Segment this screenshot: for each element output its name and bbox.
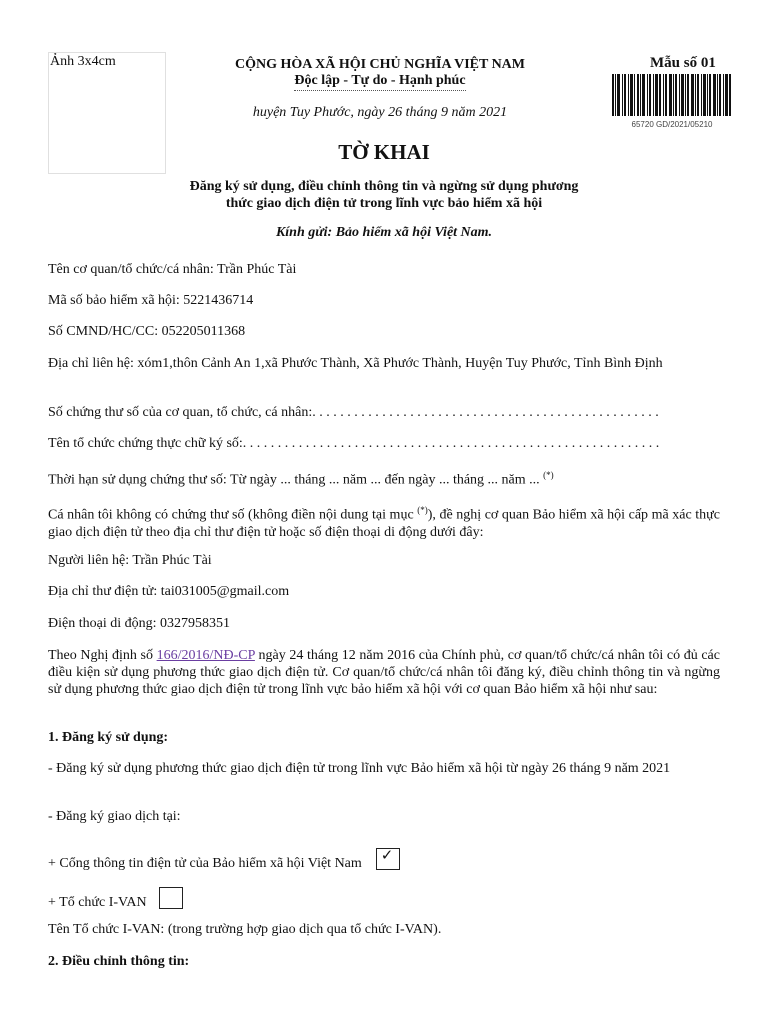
cert-number-field: Số chứng thư số của cơ quan, tổ chức, cá nhân:. . . . . . . . . . . . . . . . . . . . . . . . . . . . . . . . . . . . . . . . . . . . . . . . . . [48,405,659,420]
org-name-field: Tên cơ quan/tổ chức/cá nhân: Trần Phúc Tài [48,262,297,277]
ssn-field: Mã số bảo hiểm xã hội: 5221436714 [48,293,254,308]
no-cert-paragraph [48,502,720,541]
no-cert-text-2: ), đề nghị cơ quan Bảo hiểm xã hội cấp mã xác thực giao dịch điện tử theo địa chỉ thư điện tử hoặc số điện thoại di động dưới đây: [48,507,720,540]
asterisk-mark: (*) [543,470,554,480]
register-at: - Đăng ký giao dịch tại: [48,809,181,824]
nation-name: CỘNG HÒA XÃ HỘI CHỦ NGHĨA VIỆT NAM [234,57,525,72]
document-subtitle [100,178,668,212]
decree-link[interactable]: 166/2016/NĐ-CP [156,648,255,663]
place-date: huyện Tuy Phước, ngày 26 tháng 9 năm 2021 [252,105,508,120]
form-code: Mẫu số 01 [650,55,716,71]
decree-prefix: Theo Nghị định số [48,648,157,663]
barcode-number: 65720 GD/2021/05210 [631,120,713,129]
document-title: TỜ KHAI [338,140,430,164]
option-ivan-label: + Tổ chức I-VAN [48,895,147,910]
portal-checkbox[interactable] [376,848,400,870]
section-1-heading: 1. Đăng ký sử dụng: [48,730,169,745]
address-field: Địa chỉ liên hệ: xóm1,thôn Cảnh An 1,xã Phước Thành, Xã Phước Thành, Huyện Tuy Phước, Tỉnh Bình Định [48,356,663,371]
cert-org-field: Tên tổ chức chứng thực chữ ký số:. . . . . . . . . . . . . . . . . . . . . . . . . . . . . . . . . . . . . . . . . . . . . . . . . . . . . . . . . . . . [48,436,660,451]
option-portal [48,848,720,872]
ivan-name: Tên Tổ chức I-VAN: (trong trường hợp giao dịch qua tổ chức I-VAN). [48,922,442,937]
cert-validity-text: Thời hạn sử dụng chứng thư số: Từ ngày ... tháng ... năm ... đến ngày ... tháng ... năm ... [48,472,544,488]
option-ivan [48,887,720,911]
register-line: - Đăng ký sử dụng phương thức giao dịch điện tử trong lĩnh vực Bảo hiểm xã hội từ ngày 26 tháng 9 năm 2021 [48,761,671,776]
national-header [190,57,570,91]
barcode-icon [612,74,732,116]
subtitle-line-2: thức giao dịch điện tử trong lĩnh vực bảo hiểm xã hội [225,196,543,211]
no-cert-text-1: Cá nhân tôi không có chứng thư số (không điền nội dung tại mục [48,507,418,523]
asterisk-mark: (*) [417,505,428,515]
option-portal-label: + Cổng thông tin điện tử của Bảo hiểm xã hội Việt Nam [48,856,362,871]
recipient: Kính gửi: Bảo hiểm xã hội Việt Nam. [275,225,493,240]
phone-field: Điện thoại di động: 0327958351 [48,616,230,631]
photo-label: Ảnh 3x4cm [50,54,116,69]
ivan-checkbox[interactable] [159,887,183,909]
contact-person-field: Người liên hệ: Trần Phúc Tài [48,553,212,568]
email-field: Địa chỉ thư điện tử: tai031005@gmail.com [48,584,290,599]
id-number-field: Số CMND/HC/CC: 052205011368 [48,324,246,339]
motto: Độc lập - Tự do - Hạnh phúc [294,73,465,91]
cert-validity-field [48,467,720,489]
subtitle-line-1: Đăng ký sử dụng, điều chỉnh thông tin và ngừng sử dụng phương [189,179,579,194]
decree-paragraph [48,647,720,698]
section-2-heading: 2. Điều chỉnh thông tin: [48,954,190,969]
checkmark-icon: ✓ [380,848,394,864]
decree-suffix: ngày 24 tháng 12 năm 2016 của Chính phủ, cơ quan/tổ chức/cá nhân tôi có đủ các điều kiện sử dụng phương thức giao dịch điện tử. Cơ quan/tổ chức/cá nhân tôi đăng ký, điều chỉnh thông tin và ngừng sử dụng phương thức giao dịch điện tử trong lĩnh vực bảo hiểm xã hội với cơ quan Bảo hiểm xã hội như sau: [48,648,720,697]
